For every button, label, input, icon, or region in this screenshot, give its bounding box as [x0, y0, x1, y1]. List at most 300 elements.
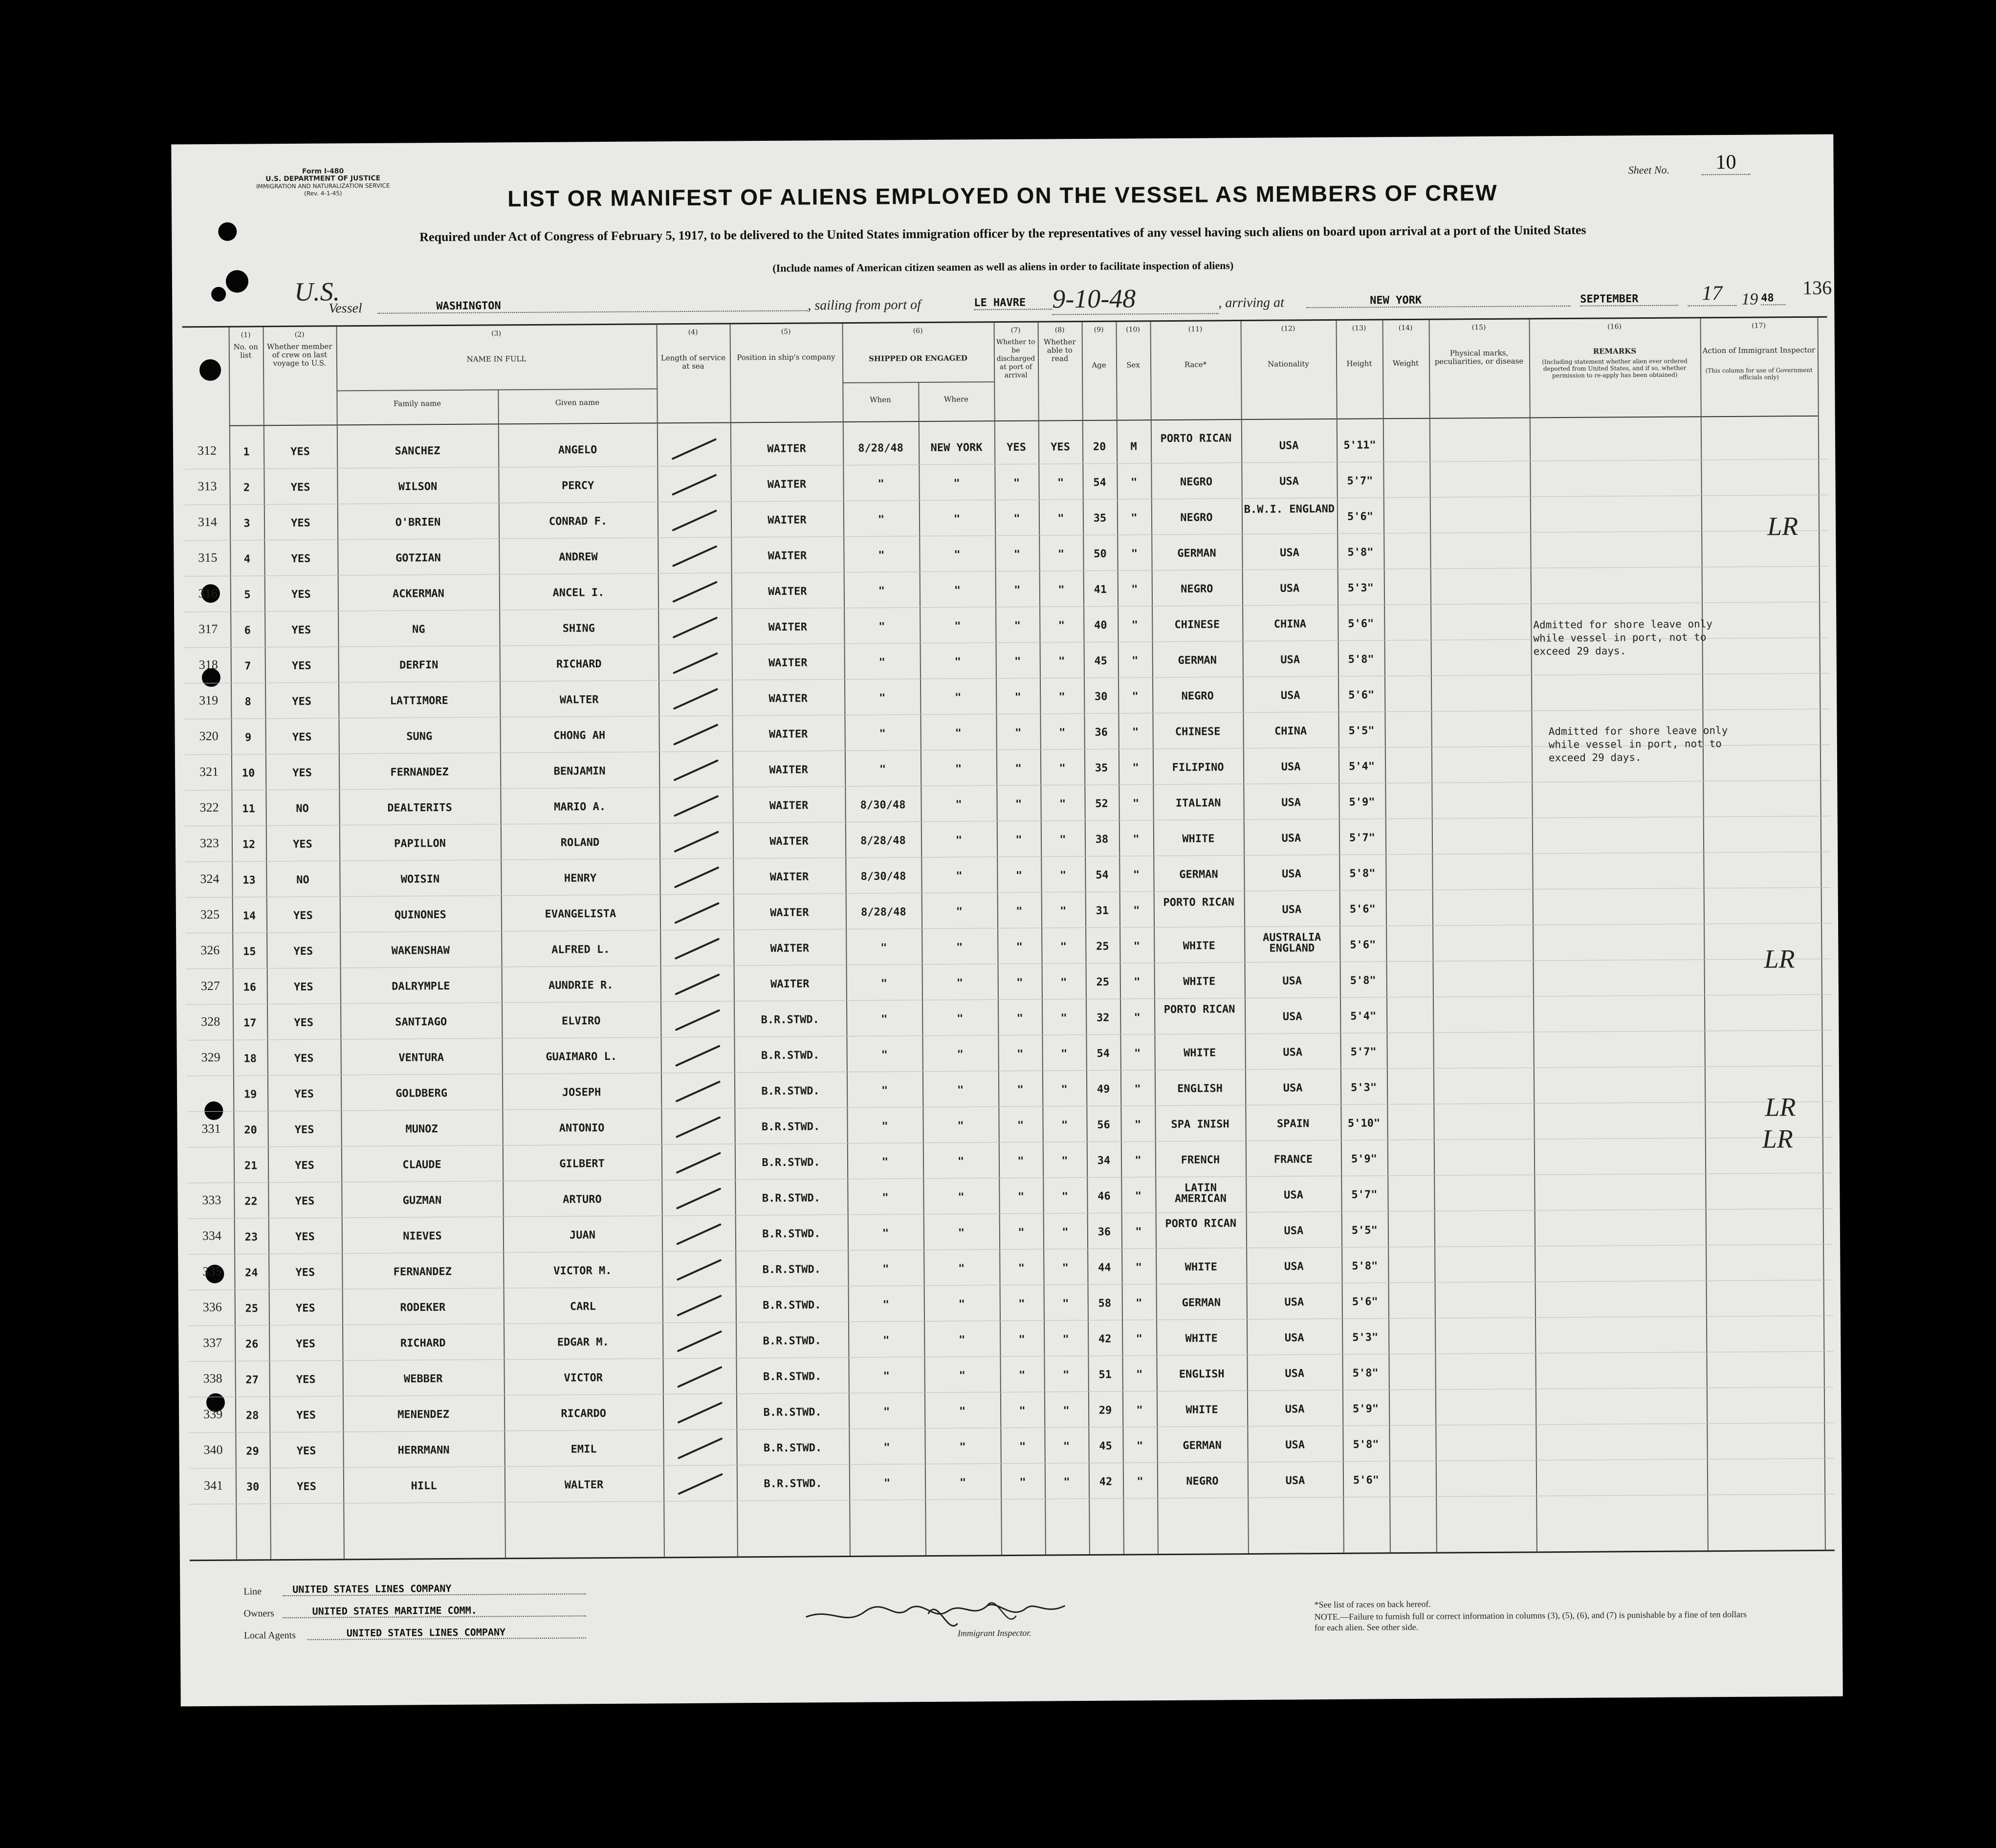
row-rule [186, 887, 1831, 898]
cell-where: " [956, 905, 963, 918]
cell-last: YES [296, 1373, 316, 1386]
cell-sex: " [1135, 1190, 1142, 1203]
margin-number: 322 [199, 800, 219, 815]
length-of-service-tick [678, 1437, 723, 1459]
cell-read: " [1062, 1369, 1070, 1382]
col-header-10 [1116, 322, 1151, 420]
cell-height: 5'6" [1350, 939, 1376, 951]
cell-height: 5'3" [1352, 1331, 1379, 1344]
cell-race: ENGLISH [1179, 1368, 1225, 1381]
margin-number: 338 [203, 1371, 222, 1386]
row-rule [185, 816, 1830, 827]
margin-number: 339 [203, 1407, 223, 1422]
cell-last: YES [292, 695, 312, 708]
length-of-service-tick [675, 973, 720, 995]
cell-sex: " [1133, 833, 1140, 846]
length-of-service-tick [674, 831, 719, 853]
cell-where: " [958, 1298, 965, 1311]
cell-disch: YES [1007, 441, 1027, 454]
cell-height: 5'6" [1353, 1474, 1380, 1487]
col-num: (11) [1188, 325, 1203, 333]
cell-when: " [883, 1477, 891, 1490]
length-of-service-tick [671, 438, 717, 460]
cell-no: 25 [245, 1302, 259, 1315]
cell-where: " [957, 1084, 964, 1097]
cell-family: DALRYMPLE [392, 980, 450, 993]
cell-where: " [955, 727, 962, 740]
cell-read: " [1060, 976, 1067, 989]
cell-disch: " [1016, 941, 1023, 953]
cell-pos: WAITER [769, 799, 809, 812]
cell-family: MUNOZ [405, 1123, 438, 1136]
row-rule [187, 1066, 1832, 1077]
cell-family: MENENDEZ [397, 1408, 450, 1421]
cell-no: 19 [243, 1088, 257, 1101]
cell-read: " [1060, 1048, 1068, 1060]
cell-disch: " [1015, 798, 1022, 811]
length-of-service-tick [676, 1188, 722, 1210]
cell-where: " [954, 620, 961, 633]
cell-read: " [1063, 1405, 1070, 1417]
col-label: SHIPPED OR ENGAGED [869, 353, 967, 363]
port-to: NEW YORK [1306, 293, 1570, 308]
cell-where: " [959, 1405, 966, 1418]
cell-no: 8 [244, 696, 251, 708]
cell-family: WAKENSHAW [391, 944, 450, 957]
cell-pos: B.R.STWD. [761, 1049, 820, 1062]
cell-disch: " [1014, 726, 1022, 739]
cell-when: " [882, 1191, 889, 1204]
cell-family: FERNANDEZ [393, 1265, 452, 1278]
punch-hole [211, 287, 226, 302]
cell-disch: " [1013, 548, 1021, 561]
cell-family: HILL [411, 1480, 437, 1493]
cell-last: YES [294, 1088, 314, 1100]
cell-last: YES [291, 660, 311, 672]
cell-race: PORTO RICAN [1163, 1003, 1235, 1016]
cell-read: " [1061, 1119, 1068, 1132]
cell-nat: USA [1280, 582, 1300, 595]
cell-no: 7 [244, 660, 251, 673]
cell-sex: " [1132, 762, 1139, 774]
cell-pos: B.R.STWD. [761, 1085, 820, 1098]
margin-number: 317 [198, 621, 218, 637]
cell-pos: WAITER [768, 657, 808, 669]
cell-no: 17 [243, 1017, 257, 1030]
col-header-16 [1529, 318, 1701, 418]
cell-when: " [883, 1441, 890, 1454]
cell-when: " [883, 1370, 890, 1383]
cell-where: " [959, 1476, 966, 1489]
cell-sex: " [1136, 1440, 1143, 1452]
cell-when: " [880, 977, 887, 990]
row-rule [189, 1494, 1834, 1505]
row-rule [188, 1244, 1833, 1255]
name-subheader-divider [336, 388, 657, 391]
cell-age: 25 [1096, 976, 1110, 989]
cell-read: " [1059, 834, 1066, 846]
cell-last: YES [296, 1445, 316, 1457]
cell-when: " [882, 1263, 889, 1276]
cell-nat: USA [1285, 1403, 1305, 1416]
cell-age: 44 [1098, 1261, 1111, 1274]
cell-disch: " [1016, 1012, 1023, 1025]
cell-race: GERMAN [1183, 1439, 1222, 1452]
cell-nat: USA [1285, 1439, 1305, 1452]
cell-family: ACKERMAN [392, 588, 444, 600]
cell-last: YES [292, 767, 312, 779]
cell-where: " [954, 549, 961, 561]
length-of-service-tick [678, 1473, 723, 1495]
agents-label: Local Agents [243, 1629, 296, 1641]
col-num: (13) [1352, 324, 1366, 332]
cell-where: " [959, 1369, 965, 1382]
cell-when: 8/28/48 [860, 906, 906, 919]
cell-family: WILSON [398, 481, 438, 493]
cell-nat: USA [1279, 547, 1299, 559]
col-num: (1) [241, 331, 251, 339]
cell-sex: " [1135, 1226, 1142, 1238]
cell-pos: B.R.STWD. [763, 1406, 822, 1419]
cell-family: FERNANDEZ [390, 766, 449, 779]
margin-number: 334 [202, 1228, 221, 1243]
cell-when: " [878, 549, 885, 562]
cell-read: " [1058, 691, 1065, 704]
cell-height: 5'11" [1343, 439, 1376, 452]
cell-no: 10 [241, 767, 255, 780]
margin-number: 324 [200, 871, 219, 886]
cell-no: 24 [245, 1267, 258, 1279]
cell-last: YES [297, 1480, 317, 1493]
row-rule [185, 780, 1830, 791]
length-of-service-tick [675, 938, 720, 960]
cell-read: " [1058, 726, 1066, 739]
cell-pos: B.R.STWD. [763, 1370, 822, 1384]
cell-read: " [1059, 798, 1066, 811]
cell-nat: USA [1285, 1474, 1305, 1487]
cell-last: YES [296, 1409, 316, 1422]
cell-disch: " [1018, 1226, 1025, 1239]
cell-when: " [880, 942, 887, 954]
cell-race: NEGRO [1180, 511, 1213, 524]
cell-sex: " [1131, 548, 1138, 560]
cell-given: EVANGELISTA [545, 907, 616, 921]
document-subtitle-note: (Include names of American citizen seamen as well as aliens in order to facilitate inspection of aliens) [772, 259, 1234, 274]
cell-read: " [1061, 1155, 1068, 1167]
col-num: (2) [294, 330, 305, 339]
cell-no: 26 [245, 1338, 259, 1351]
cell-pos: WAITER [769, 871, 809, 883]
form-service: IMMIGRATION AND NATURALIZATION SERVICE [256, 182, 390, 190]
cell-height: 5'7" [1351, 1188, 1378, 1201]
cell-no: 1 [243, 446, 250, 459]
cell-no: 18 [243, 1053, 257, 1065]
cell-given: RICARDO [561, 1408, 607, 1420]
cell-given: ARTURO [563, 1193, 602, 1206]
cell-pos: WAITER [768, 550, 807, 562]
cell-last: YES [291, 624, 311, 637]
cell-age: 30 [1094, 690, 1108, 703]
cell-height: 5'3" [1351, 1081, 1377, 1094]
cell-read: " [1057, 512, 1064, 525]
cell-disch: " [1016, 905, 1023, 918]
length-of-service-tick [677, 1402, 723, 1424]
cell-given: VICTOR M. [553, 1264, 612, 1277]
cell-age: 46 [1097, 1190, 1111, 1203]
cell-read: " [1063, 1440, 1070, 1453]
row-rule [189, 1423, 1834, 1433]
cell-age: 38 [1095, 833, 1109, 846]
cell-race: WHITE [1183, 1047, 1216, 1059]
inspector-label: Immigrant Inspector. [957, 1628, 1031, 1638]
remarks-note: (Including statement whether alien ever ordered deported from United States, and if so, whether permission to re-apply has been obtained) [1542, 357, 1688, 379]
cell-last: YES [295, 1266, 315, 1279]
cell-sex: " [1131, 512, 1138, 525]
cell-sex: " [1134, 976, 1141, 989]
cell-height: 5'8" [1352, 1260, 1378, 1273]
length-of-service-tick [674, 795, 719, 817]
row-rule [184, 709, 1829, 720]
cell-race: WHITE [1185, 1404, 1218, 1416]
length-of-service-tick [677, 1330, 723, 1352]
cell-where: " [956, 941, 963, 954]
cell-last: YES [295, 1159, 314, 1172]
cell-when: " [881, 1013, 888, 1026]
cell-pos: B.R.STWD. [762, 1228, 821, 1241]
cell-where: " [959, 1441, 966, 1453]
line-value: UNITED STATES LINES COMPANY [283, 1582, 586, 1596]
cell-sex: " [1132, 726, 1139, 739]
cell-read: YES [1051, 441, 1071, 454]
col-num: (4) [688, 328, 698, 336]
cell-age: 49 [1097, 1083, 1110, 1096]
cell-nat: USA [1283, 1046, 1303, 1059]
cell-sex: " [1136, 1297, 1142, 1310]
cell-nat: USA [1280, 654, 1300, 666]
cell-when: " [883, 1334, 890, 1347]
cell-given: WALTER [559, 694, 599, 706]
col-label: Length of service at sea [660, 353, 726, 371]
cell-given: AUNDRIE R. [548, 979, 614, 992]
row-rule [188, 1316, 1833, 1326]
cell-age: 35 [1095, 762, 1108, 774]
col-header-17 [1700, 318, 1818, 417]
cell-nat: USA [1283, 1082, 1303, 1095]
cell-race: NEGRO [1186, 1475, 1219, 1488]
cell-race: CHINESE [1175, 726, 1221, 738]
cell-race: ENGLISH [1177, 1082, 1223, 1095]
cell-read: " [1060, 1012, 1067, 1025]
length-of-service-tick [675, 1045, 721, 1067]
cell-family: SUNG [406, 730, 433, 743]
row-rule [183, 530, 1828, 541]
cell-given: ANGELO [558, 444, 597, 457]
col-label: NAME IN FULL [466, 354, 526, 364]
document-subtitle: Required under Act of Congress of February 5, 1917, to be delivered to the United States immigration officer by the representatives of any vessel having such aliens on board upon arrival at a port of the United States [419, 222, 1586, 244]
arrival-day: 17 [1688, 282, 1736, 307]
cell-sex: " [1133, 869, 1140, 881]
cell-race: GERMAN [1182, 1297, 1221, 1309]
cell-pos: B.R.STWD. [761, 1013, 819, 1027]
length-of-service-tick [674, 866, 720, 888]
cell-family: CLAUDE [402, 1159, 441, 1171]
cell-when: " [878, 620, 885, 633]
cell-age: 50 [1094, 548, 1107, 560]
cell-given: GILBERT [559, 1158, 605, 1170]
owners-value: UNITED STATES MARITIME COMM. [283, 1604, 586, 1618]
margin-number: 340 [203, 1442, 223, 1457]
col-label: REMARKS [1593, 347, 1637, 356]
cell-read: " [1059, 869, 1067, 882]
cell-where: " [954, 656, 961, 668]
owners-label: Owners [243, 1608, 274, 1619]
cell-last: YES [293, 909, 313, 922]
cell-age: 36 [1095, 726, 1108, 739]
cell-nat: SPAIN [1276, 1118, 1310, 1130]
length-of-service-tick [672, 581, 718, 603]
cell-no: 20 [244, 1124, 257, 1137]
cell-family: GOLDBERG [395, 1087, 448, 1100]
margin-number: 325 [200, 907, 219, 922]
cell-read: " [1062, 1333, 1069, 1346]
cell-pos: WAITER [767, 442, 806, 455]
cell-read: " [1061, 1083, 1068, 1096]
cell-when: " [879, 727, 886, 740]
cell-pos: WAITER [768, 692, 808, 705]
col-num: (3) [491, 330, 502, 338]
cell-sex: " [1137, 1475, 1143, 1488]
row-rule [188, 1209, 1833, 1219]
vessel-name: WASHINGTON [377, 298, 808, 313]
cell-height: 5'6" [1347, 510, 1374, 523]
arriving-label: , arriving at [1218, 295, 1284, 311]
cell-pos: B.R.STWD. [762, 1192, 821, 1205]
cell-race: SPA INISH [1171, 1118, 1229, 1131]
given-name-header: Given name [555, 398, 600, 407]
cell-last: YES [293, 945, 313, 958]
cell-nat: USA [1284, 1260, 1304, 1273]
col-header-2 [263, 327, 337, 426]
length-of-service-tick [677, 1366, 723, 1388]
inspector-mark: LR [1767, 511, 1799, 541]
cell-race: WHITE [1184, 1261, 1218, 1274]
cell-where: " [953, 477, 960, 490]
cell-when: " [882, 1227, 889, 1240]
length-of-service-tick [677, 1259, 722, 1281]
cell-sex: " [1134, 1047, 1141, 1060]
length-of-service-tick [672, 545, 718, 567]
cell-disch: " [1018, 1262, 1025, 1275]
form-number: Form I-480 [302, 167, 344, 176]
cell-disch: " [1017, 1190, 1025, 1203]
cell-when: 8/30/48 [860, 870, 906, 883]
length-of-service-tick [673, 724, 719, 746]
cell-age: 36 [1097, 1226, 1111, 1238]
cell-age: 58 [1098, 1297, 1112, 1310]
cell-age: 25 [1096, 940, 1109, 953]
cell-disch: " [1015, 869, 1023, 882]
col-label: Action of Immigrant Inspector [1702, 345, 1816, 355]
col-header-14 [1382, 320, 1429, 419]
cell-disch: " [1019, 1405, 1026, 1417]
cell-given: JOSEPH [562, 1086, 601, 1099]
cell-where: " [956, 977, 963, 990]
row-rule [188, 1280, 1833, 1291]
margin-number: 313 [197, 479, 217, 494]
cell-given: HENRY [564, 872, 597, 885]
cell-where: " [959, 1334, 965, 1346]
cell-height: 5'8" [1348, 653, 1374, 666]
sailing-label: , sailing from port of [808, 297, 921, 313]
cell-sex: " [1132, 797, 1140, 810]
cell-when: 8/30/48 [860, 799, 906, 812]
cell-disch: " [1016, 1048, 1024, 1060]
handwritten-date: 9-10-48 [1052, 283, 1218, 315]
cell-given: RICHARD [556, 658, 602, 671]
cell-where: NEW YORK [930, 441, 983, 454]
cell-sex: " [1133, 940, 1141, 953]
row-rule [186, 959, 1831, 969]
cell-family: SANCHEZ [395, 445, 440, 458]
races-note: *See list of races on back hereof. [1314, 1599, 1431, 1610]
cell-when: " [882, 1298, 890, 1311]
row-rule [184, 566, 1829, 577]
cell-no: 22 [244, 1195, 258, 1208]
cell-no: 14 [242, 910, 256, 923]
col-header-8 [1038, 322, 1082, 421]
cell-age: 51 [1098, 1368, 1112, 1381]
cell-where: " [954, 584, 961, 597]
cell-age: 41 [1094, 583, 1107, 596]
col-label: Sex [1126, 360, 1140, 370]
cell-disch: " [1017, 1155, 1024, 1167]
cell-pos: B.R.STWD. [763, 1299, 821, 1312]
cell-where: " [957, 1012, 964, 1025]
crew-table [182, 316, 1835, 1562]
arrival-month: SEPTEMBER [1580, 293, 1678, 307]
cell-nat: USA [1279, 440, 1299, 452]
cell-read: " [1057, 477, 1064, 489]
cell-family: RICHARD [400, 1337, 446, 1350]
row-rule [188, 1351, 1833, 1362]
cell-sex: " [1133, 904, 1140, 917]
cell-when: 8/28/48 [860, 835, 906, 847]
cell-when: " [881, 1049, 888, 1061]
cell-family: WOISIN [400, 873, 440, 886]
cell-nat: USA [1282, 1011, 1302, 1023]
cell-read: " [1062, 1298, 1069, 1310]
cell-height: 5'4" [1349, 760, 1375, 773]
cell-race: GERMAN [1179, 868, 1218, 881]
col-num: (10) [1126, 326, 1141, 334]
cell-nat: USA [1282, 903, 1302, 916]
cell-nat: USA [1282, 975, 1302, 988]
col-label: Whether able to read [1043, 337, 1076, 363]
cell-last: YES [291, 552, 311, 565]
margin-number: 331 [201, 1121, 221, 1136]
cell-read: " [1063, 1476, 1070, 1489]
cell-height: 5'9" [1349, 796, 1375, 809]
col-header-1 [229, 327, 263, 426]
col-label: Physical marks, peculiarities, or disease [1434, 348, 1524, 366]
cell-sex: " [1135, 1261, 1142, 1274]
cell-height: 5'6" [1352, 1296, 1378, 1308]
cell-disch: " [1013, 477, 1020, 489]
col-header-13 [1336, 320, 1383, 419]
cell-age: 54 [1096, 869, 1109, 881]
cell-age: 31 [1096, 904, 1109, 917]
agents-value: UNITED STATES LINES COMPANY [307, 1626, 586, 1640]
